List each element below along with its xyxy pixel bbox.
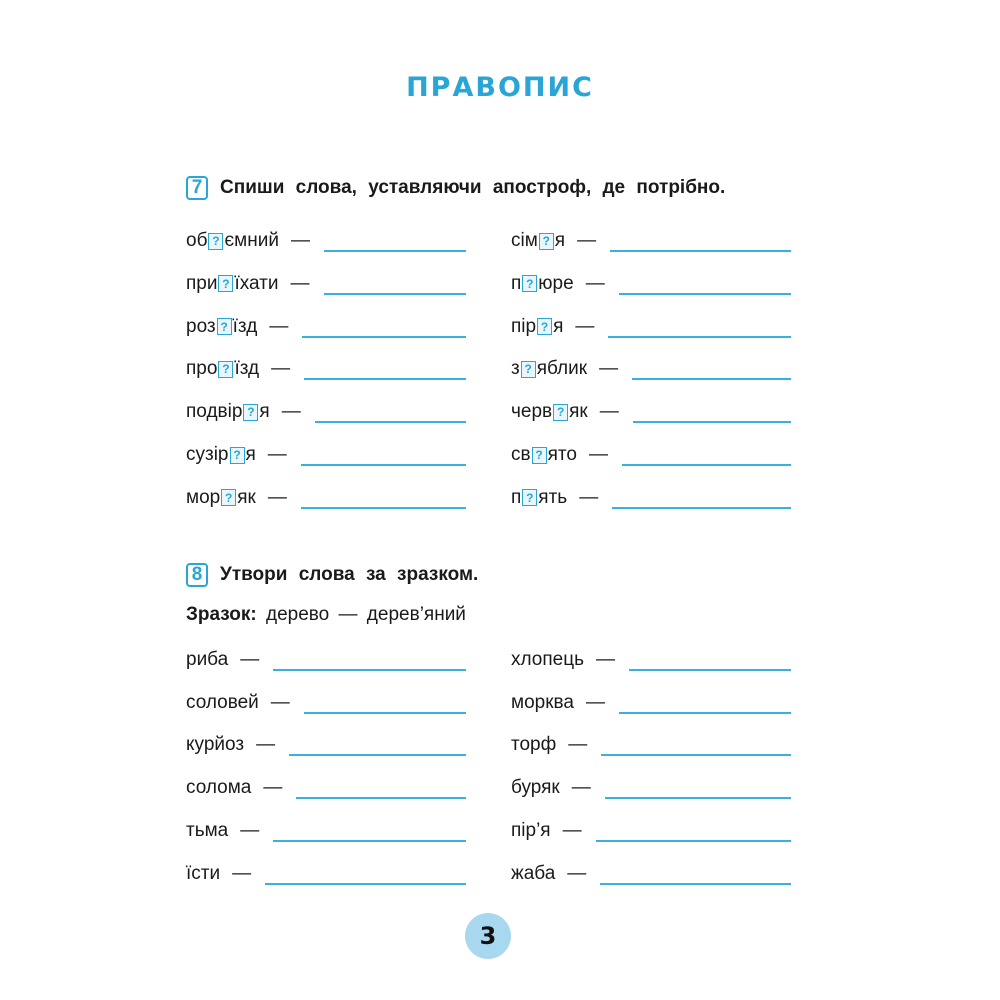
word-part: п — [511, 272, 522, 294]
answer-line[interactable] — [612, 507, 791, 509]
dash: — — [271, 358, 291, 380]
word-part: солома — [186, 777, 252, 799]
dash: — — [579, 486, 599, 508]
word-part: пір — [511, 315, 537, 337]
answer-line[interactable] — [619, 293, 791, 295]
answer-line[interactable] — [605, 797, 791, 799]
task-8-right-row — [511, 818, 791, 844]
dash: — — [270, 691, 290, 713]
word — [511, 820, 551, 842]
word-part: я — [245, 444, 256, 465]
dash: — — [256, 734, 276, 756]
apostrophe-placeholder-icon: ? — [521, 361, 536, 378]
answer-line[interactable] — [296, 797, 466, 799]
answer-line[interactable] — [324, 250, 466, 252]
task-7-number: 7 — [186, 176, 208, 200]
word-part: буряк — [511, 777, 560, 799]
word — [186, 316, 257, 338]
word-part: їхати — [234, 272, 279, 294]
word — [186, 487, 256, 509]
apostrophe-placeholder-icon: ? — [532, 447, 547, 464]
answer-line[interactable] — [600, 883, 791, 885]
word-part: при — [186, 272, 218, 294]
answer-line[interactable] — [302, 336, 466, 338]
word-part: ять — [538, 486, 568, 508]
task-8-left-row — [186, 732, 466, 758]
word — [511, 487, 567, 509]
apostrophe-placeholder-icon: ? — [221, 489, 236, 506]
word — [511, 777, 560, 799]
word-part: п — [511, 486, 522, 508]
word — [511, 401, 588, 423]
word-part: юре — [538, 272, 574, 294]
dash: — — [567, 862, 587, 884]
task-7-left-row — [186, 314, 466, 340]
word-part: риба — [186, 649, 229, 670]
answer-line[interactable] — [632, 378, 791, 380]
sample — [186, 604, 466, 626]
task-8-right-row — [511, 861, 791, 887]
dash: — — [577, 230, 597, 251]
task-8-left-row — [186, 861, 466, 887]
word — [186, 820, 228, 842]
answer-line[interactable] — [273, 669, 466, 671]
task-8-number: 8 — [186, 563, 208, 587]
word — [186, 273, 279, 295]
task-7-left-row — [186, 356, 466, 382]
task-7-right-row — [511, 314, 791, 340]
dash: — — [585, 691, 605, 713]
task-7-right-row — [511, 356, 791, 382]
dash: — — [588, 444, 608, 465]
word-part: хлопець — [511, 649, 585, 670]
word-part: з — [511, 358, 520, 380]
apostrophe-placeholder-icon: ? — [553, 404, 568, 421]
dash: — — [585, 272, 605, 294]
word — [511, 316, 563, 338]
word — [511, 444, 577, 466]
answer-line[interactable] — [629, 669, 791, 671]
task-8-left-row — [186, 647, 466, 673]
task-7-left-row — [186, 271, 466, 297]
apostrophe-placeholder-icon: ? — [208, 233, 223, 250]
word-part: як — [569, 401, 588, 423]
dash: — — [568, 734, 588, 756]
task-7-right-row — [511, 399, 791, 425]
word-part: ємний — [224, 230, 279, 251]
page-number: 3 — [465, 913, 511, 959]
word-part: пір’я — [511, 819, 551, 841]
word-part: я — [553, 315, 564, 337]
task-7-header — [186, 176, 725, 200]
answer-line[interactable] — [315, 421, 466, 423]
dash: — — [267, 486, 287, 508]
answer-line[interactable] — [304, 712, 466, 714]
word-part: я — [554, 230, 566, 251]
word-part: курйоз — [186, 734, 245, 756]
word — [511, 358, 587, 380]
word-part: як — [237, 486, 256, 508]
word-part: сім — [511, 230, 538, 251]
word-part: морква — [511, 691, 574, 713]
dash: — — [240, 819, 260, 841]
word-part: св — [511, 444, 531, 465]
word — [186, 692, 259, 714]
task-7-left-row — [186, 228, 466, 254]
task-7-right-row — [511, 485, 791, 511]
apostrophe-placeholder-icon: ? — [522, 275, 537, 292]
apostrophe-placeholder-icon: ? — [243, 404, 258, 421]
answer-line[interactable] — [301, 507, 466, 509]
task-8-header — [186, 563, 478, 587]
word-part: їзд — [234, 358, 260, 380]
task-8-left-row — [186, 775, 466, 801]
answer-line[interactable] — [610, 250, 791, 252]
task-7-right-row — [511, 228, 791, 254]
apostrophe-placeholder-icon: ? — [537, 318, 552, 335]
word — [511, 734, 556, 756]
word-part: їзд — [232, 315, 258, 337]
word — [186, 358, 259, 380]
word-part: подвір — [186, 401, 243, 423]
answer-line[interactable] — [304, 378, 466, 380]
word — [186, 649, 228, 671]
answer-line[interactable] — [273, 840, 466, 842]
dash: — — [267, 444, 287, 465]
word-part: ято — [547, 444, 577, 465]
apostrophe-placeholder-icon: ? — [218, 275, 233, 292]
answer-line[interactable] — [289, 754, 466, 756]
word — [511, 649, 584, 671]
task-8-right-row — [511, 690, 791, 716]
dash: — — [575, 315, 595, 337]
answer-line[interactable] — [608, 336, 791, 338]
word-part: яблик — [536, 358, 588, 380]
word — [186, 444, 256, 466]
task-8-right-row — [511, 647, 791, 673]
answer-line[interactable] — [324, 293, 467, 295]
task-7-right-row — [511, 271, 791, 297]
word — [186, 734, 244, 756]
dash: — — [240, 649, 260, 670]
task-7-left-row — [186, 485, 466, 511]
word-part: їсти — [186, 862, 221, 884]
word-part: торф — [511, 734, 557, 756]
word-part: я — [259, 401, 270, 423]
dash: — — [232, 862, 252, 884]
word-part: про — [186, 358, 218, 380]
word-part: соловей — [186, 691, 259, 713]
word — [511, 230, 565, 252]
word-part: тьма — [186, 819, 229, 841]
task-8-instruction: Утвори слова за зразком. — [220, 564, 479, 585]
apostrophe-placeholder-icon: ? — [218, 361, 233, 378]
word-part: сузір — [186, 444, 229, 465]
answer-line[interactable] — [619, 712, 791, 714]
word-part: мор — [186, 486, 221, 508]
task-7-left-row — [186, 399, 466, 425]
apostrophe-placeholder-icon: ? — [539, 233, 554, 250]
task-8-left-row — [186, 690, 466, 716]
task-7-right-row — [511, 442, 791, 468]
apostrophe-placeholder-icon: ? — [217, 318, 232, 335]
word — [186, 863, 220, 885]
answer-line[interactable] — [622, 464, 791, 466]
dash: — — [290, 272, 310, 294]
task-8-left-row — [186, 818, 466, 844]
dash: — — [281, 401, 301, 423]
word — [511, 863, 555, 885]
sample-label: Зразок: — [186, 604, 257, 625]
page-title: ПРАВОПИС — [406, 72, 594, 103]
task-7-left-row — [186, 442, 466, 468]
word — [186, 230, 279, 252]
dash: — — [562, 819, 582, 841]
answer-line[interactable] — [265, 883, 466, 885]
dash: — — [571, 777, 591, 799]
word-part: об — [186, 230, 208, 251]
answer-line[interactable] — [301, 464, 466, 466]
task-8-right-row — [511, 775, 791, 801]
dash: — — [596, 649, 616, 670]
dash: — — [263, 777, 283, 799]
dash: — — [290, 230, 310, 251]
answer-line[interactable] — [633, 421, 791, 423]
word-part: жаба — [511, 862, 556, 884]
word-part: роз — [186, 315, 216, 337]
answer-line[interactable] — [596, 840, 791, 842]
apostrophe-placeholder-icon: ? — [522, 489, 537, 506]
apostrophe-placeholder-icon: ? — [230, 447, 245, 464]
task-8-right-row — [511, 732, 791, 758]
dash: — — [599, 401, 619, 423]
answer-line[interactable] — [601, 754, 791, 756]
task-7-instruction: Спиши слова, уставляючи апостроф, де потрібно. — [220, 177, 726, 198]
dash: — — [269, 315, 289, 337]
word-part: черв — [511, 401, 553, 423]
word — [186, 777, 251, 799]
dash: — — [599, 358, 619, 380]
word — [511, 692, 574, 714]
word — [511, 273, 574, 295]
word — [186, 401, 270, 423]
sample-text: дерево — дерев’яний — [266, 604, 466, 625]
